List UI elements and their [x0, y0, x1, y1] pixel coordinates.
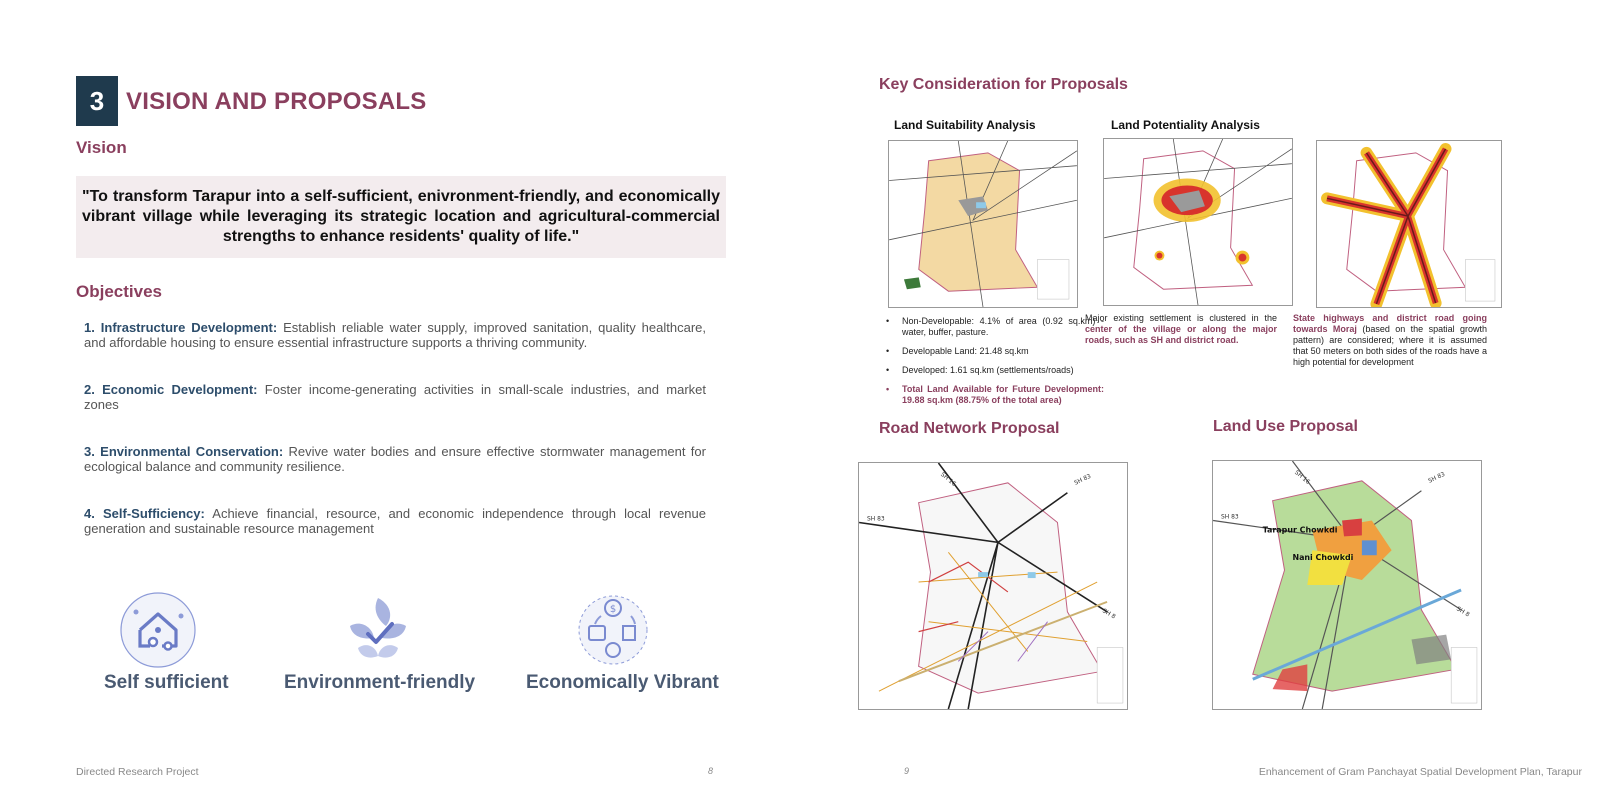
road-network-map [858, 462, 1128, 710]
landuse-road-label-sh16: SH 16 [1293, 469, 1312, 486]
land-potentiality-map [1103, 138, 1293, 306]
objective-item [84, 320, 706, 350]
objective-title: 1. Infrastructure Development: [84, 320, 278, 335]
suitability-heading: Land Suitability Analysis [894, 118, 1036, 132]
objective-item [84, 382, 706, 412]
objective-text: Revive water bodies and ensure effective stormwater management for ecological balance and community resilience. [84, 444, 706, 474]
label-nani-chowkdi: Nani Chowkdi [1292, 553, 1354, 563]
potentiality-note-plain: Major existing settlement is clustered in the [1085, 313, 1277, 323]
potentiality-note [1085, 313, 1277, 346]
landuse-road-label-sh83-east: SH 83 [1427, 470, 1447, 485]
svg-text:$: $ [609, 604, 617, 615]
value-label-economically-vibrant: Economically Vibrant [526, 672, 719, 693]
road-label-sh83-west: SH 83 [867, 515, 885, 523]
section-title: VISION AND PROPOSALS [126, 88, 427, 115]
bullet-developed: • Developed: 1.61 sq.km (settlements/roads) [886, 365, 1104, 376]
value-label-environment-friendly: Environment-friendly [284, 672, 476, 693]
objectives-heading: Objectives [76, 282, 162, 301]
objective-text: Achieve financial, resource, and economic independence through local revenue generation and sustainable resource management [84, 506, 706, 536]
objective-item [84, 506, 706, 536]
potentiality-note-highlight: center of the village or along the major roads, such as SH and district road. [1085, 324, 1277, 345]
key-consideration-heading: Key Consideration for Proposals [879, 76, 1128, 93]
vision-statement: "To transform Tarapur into a self-sufficient, enivronment-friendly, and economically vibrant village while leveraging its strategic location and agricultural-commercial strengths to enhance residents' quality of life." [82, 188, 720, 245]
highway-note-plain: (based on the spatial growth pattern) are considered; where it is assumed that 50 meters on both sides of the roads have a high potential for development [1293, 324, 1487, 367]
page-number-right: 9 [904, 766, 910, 776]
bullet-total-available: • Total Land Available for Future Development: 19.88 sq.km (88.75% of the total area) [886, 384, 1104, 406]
road-label-sh16: SH 16 [939, 471, 958, 488]
bullet-non-developable: • Non-Developable: 4.1% of area (0.92 sq.km) - water, buffer, pasture. [886, 316, 1104, 338]
land-suitability-map [888, 140, 1078, 308]
road-network-heading: Road Network Proposal [879, 420, 1060, 437]
footer-left: Directed Research Project [76, 766, 199, 778]
value-label-self-sufficient: Self sufficient [104, 672, 229, 693]
objective-title: 3. Environmental Conservation: [84, 444, 284, 459]
label-tarapur-chowkdi: Tarapur Chowkdi [1262, 525, 1338, 535]
land-use-heading: Land Use Proposal [1213, 418, 1358, 435]
vision-box [76, 176, 726, 258]
highway-buffer-map [1316, 140, 1502, 308]
objective-title: 4. Self-Sufficiency: [84, 506, 205, 521]
objective-item [84, 444, 706, 474]
land-use-map [1212, 460, 1482, 710]
home-network-icon [118, 590, 198, 670]
highway-note [1293, 313, 1487, 368]
objective-title: 2. Economic Development: [84, 382, 258, 397]
highway-note-highlight: State highways and district road going towards Moraj [1293, 313, 1487, 334]
road-label-sh83-east: SH 83 [1073, 472, 1093, 487]
suitability-bullet-list [886, 316, 1104, 414]
objective-text: Foster income-generating activities in small-scale industries, and market zones [84, 382, 707, 412]
landuse-road-label-sh83-west: SH 83 [1221, 513, 1239, 521]
footer-right: Enhancement of Gram Panchayat Spatial Development Plan, Tarapur [1258, 766, 1582, 778]
road-label-sh8: SH 8 [1101, 607, 1117, 621]
potentiality-heading: Land Potentiality Analysis [1111, 118, 1260, 132]
section-number-badge: 3 [76, 76, 118, 126]
economy-cycle-icon [573, 590, 653, 670]
leaf-check-icon [338, 590, 418, 670]
vision-heading: Vision [76, 138, 127, 157]
landuse-road-label-sh8: SH 8 [1455, 605, 1471, 619]
objective-text: Establish reliable water supply, improved sanitation, quality healthcare, and affordable housing to ensure essential infrastructure supports a thriving community. [84, 320, 707, 350]
right-page [800, 0, 1600, 799]
bullet-developable: • Developable Land: 21.48 sq.km [886, 346, 1104, 357]
page-number-left: 8 [708, 766, 714, 776]
